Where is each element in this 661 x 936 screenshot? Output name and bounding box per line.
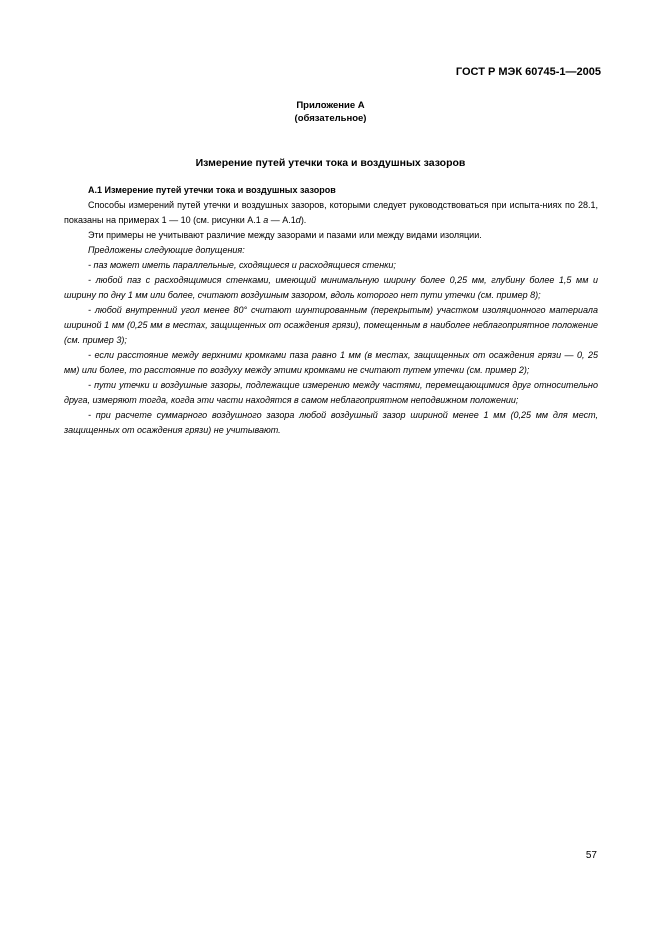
section-heading: А.1 Измерение путей утечки тока и воздушных зазоров [88,185,336,195]
appendix-title: Приложение А [296,100,365,111]
assumption-item: - любой внутренний угол менее 80° считают шунтированным (перекрытым) участком изоляционного материала шириной 1 мм (0,25 мм в местах, защищенных от осаждения грязи), помещенным в наиболее неблагоприятное положение (см. пример 3); [64,305,598,345]
assumption-item: - любой паз с расходящимися стенками, имеющий минимальную ширину более 0,25 мм, глубину более 1,5 мм и ширину по дну 1 мм или более, считают воздушным зазором, вдоль которого нет пути утечки (см. пример 8); [64,275,598,300]
para1-pre: Способы измерений путей утечки и воздушных зазоров, которыми следует руководствоваться при испыта-ниях по 28.1, показаны на примерах 1 — 10 (см. рисунки А.1 [64,200,598,225]
page-number: 57 [585,850,597,861]
assumption-item: - пути утечки и воздушные зазоры, подлежащие измерению между частями, перемещающимися друг относительно друга, измеряют тогда, когда эти части находятся в самом неблагоприятном неподвижном положении; [64,380,598,405]
assumption-item: - если расстояние между верхними кромками паза равно 1 мм (в местах, защищенных от осаждения грязи — 0, 25 мм) или более, то расстояние по воздуху между этими кромками не считают путем утечки (см. пример 2); [64,350,598,375]
appendix-status: (обязательное) [294,113,367,124]
para1-mid: — А.1 [268,215,296,225]
para1-post: ). [300,215,307,225]
para1-d: d [295,215,301,225]
assumption-item: - при расчете суммарного воздушного зазора любой воздушный зазор шириной менее 1 мм (0,25 мм для мест, защищенных от осаждения грязи) не учитывают. [64,410,598,435]
assumption-item: - паз может иметь параллельные, сходящиеся и расходящиеся стенки; [88,260,396,270]
paragraph-methods [64,198,598,228]
document-code: ГОСТ Р МЭК 60745-1—2005 [455,66,601,78]
main-title: Измерение путей утечки тока и воздушных зазоров [195,157,466,169]
assumption-intro: Предложены следующие допущения: [88,245,245,255]
document-body [64,183,598,438]
paragraph-examples: Эти примеры не учитывают различие между зазорами и пазами или между видами изоляции. [88,230,482,240]
para1-a: а [263,215,269,225]
appendix-heading [0,99,661,125]
